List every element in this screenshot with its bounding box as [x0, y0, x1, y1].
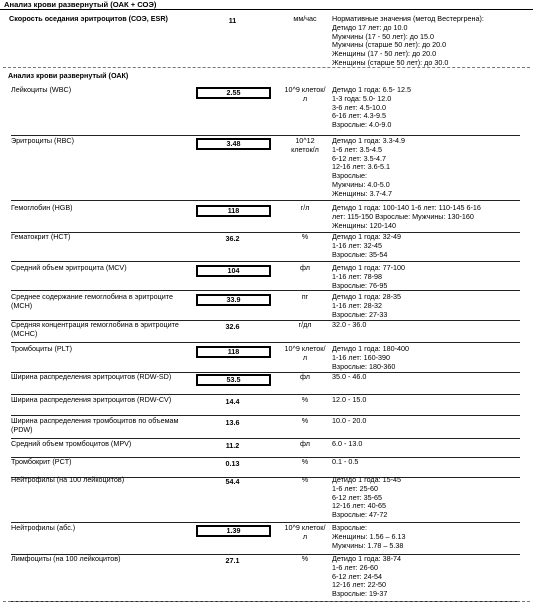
- test-reference-range: [332, 417, 530, 426]
- test-value: 3.48: [196, 138, 271, 150]
- reference-line: Женщины: 3.7-4.7: [332, 188, 392, 198]
- reference-line: 32.0 - 36.0: [332, 320, 367, 329]
- reference-line: Детидо 1 года: 3.3-4.9: [332, 136, 405, 145]
- reference-line: Взрослые: 76-95: [332, 280, 388, 290]
- test-value: 104: [196, 265, 271, 277]
- test-value: 11: [228, 16, 237, 25]
- reference-line: лет: 115-150 Взрослые: Мужчины: 130-160: [332, 211, 474, 221]
- test-reference-range: [332, 373, 530, 382]
- test-unit: мм/час: [293, 14, 317, 23]
- test-name: Эритроциты (RBC): [11, 136, 75, 145]
- reference-line: Детидо 1 года: 15-45: [332, 475, 401, 484]
- test-unit: фл: [300, 372, 310, 381]
- test-name: Средняя концентрация гемоглобина в эритроците (MCHC): [11, 320, 179, 338]
- test-value: 33.9: [196, 294, 271, 306]
- reference-line: 1-6 лет: 26-60: [332, 562, 379, 572]
- reference-line: Мужчины (17 - 50 лет): до 15.0: [332, 31, 434, 41]
- test-name: Ширина распределения тромбоцитов по объемам (PDW): [11, 416, 179, 434]
- reference-line: 12.0 - 15.0: [332, 395, 367, 404]
- reference-line: 6-12 лет: 35-65: [332, 492, 383, 502]
- test-reference-range: [332, 524, 530, 550]
- test-name: Тромбокрит (PCT): [11, 457, 72, 466]
- reference-line: Детидо 1 года: 100-140 1-6 лет: 110-145 6-16: [332, 203, 481, 212]
- reference-line: Нормативные значения (метод Вестергрена):: [332, 14, 484, 23]
- test-value: 54.4: [225, 477, 240, 486]
- reference-line: 6.0 - 13.0: [332, 439, 363, 448]
- test-reference-range: [332, 137, 530, 198]
- test-reference-range: [332, 204, 530, 230]
- reference-line: Детидо 1 года: 77-100: [332, 263, 405, 272]
- reference-line: 1-16 лет: 78-98: [332, 271, 383, 281]
- test-reference-range: [332, 476, 530, 520]
- test-value: 11.2: [225, 441, 240, 450]
- test-name: Тромбоциты (PLT): [11, 344, 72, 353]
- reference-line: 35.0 - 46.0: [332, 372, 367, 381]
- reference-line: 3-6 лет: 4.5-10.0: [332, 102, 386, 112]
- test-unit: %: [301, 232, 309, 241]
- row-divider: [11, 200, 520, 201]
- test-unit: %: [301, 554, 309, 563]
- reference-line: Мужчины: 1.78 – 5.38: [332, 540, 404, 550]
- test-reference-range: [332, 233, 530, 259]
- test-unit: г/л: [300, 203, 310, 212]
- test-name: Скорость оседания эритроцитов (СОЭ, ESR): [9, 14, 168, 23]
- reference-line: 12-16 лет: 3.6-5.1: [332, 162, 390, 172]
- test-name: Нейтрофилы (абс.): [11, 523, 76, 532]
- reference-line: Взрослые: 35-54: [332, 249, 388, 259]
- reference-line: Взрослые: 47-72: [332, 510, 388, 520]
- reference-line: 6-16 лет: 4.3-9.5: [332, 111, 386, 121]
- test-name: Ширина распределения эритроцитов (RDW-SD): [11, 372, 172, 381]
- test-reference-range: [332, 264, 530, 290]
- test-name: Среднее содержание гемоглобина в эритроците (MCH): [11, 292, 174, 310]
- test-unit: фл: [300, 439, 310, 448]
- test-reference-range: [332, 555, 530, 599]
- test-reference-range: [332, 440, 530, 449]
- reference-line: 1-16 лет: 32-45: [332, 240, 383, 250]
- test-reference-range: [332, 86, 530, 130]
- reference-line: Мужчины: 4.0-5.0: [332, 179, 390, 189]
- reference-line: Женщины (17 - 50 лет): до 20.0: [332, 49, 437, 59]
- reference-line: 1-16 лет: 28-32: [332, 300, 383, 310]
- reference-line: Взрослые: 27-33: [332, 309, 388, 319]
- reference-line: Женщины: 120-140: [332, 220, 396, 230]
- test-unit: 10^9 клеток/л: [284, 344, 326, 362]
- test-unit: %: [301, 475, 309, 484]
- section-divider: [3, 67, 530, 68]
- test-value: 36.2: [225, 234, 240, 243]
- reference-line: Взрослые: 180-360: [332, 361, 396, 371]
- reference-line: 1-3 года: 5.0- 12.0: [332, 93, 392, 103]
- test-name: Лимфоциты (на 100 лейкоцитов): [11, 554, 121, 563]
- test-value: 13.6: [225, 418, 240, 427]
- reference-line: Взрослые:: [332, 171, 368, 181]
- reference-line: Детидо 1 года: 38-74: [332, 554, 401, 563]
- reference-line: 10.0 - 20.0: [332, 416, 367, 425]
- row-divider: [11, 290, 520, 291]
- test-unit: %: [301, 457, 309, 466]
- reference-line: 12-16 лет: 22-50: [332, 580, 387, 590]
- test-reference-range: [332, 321, 530, 330]
- reference-line: 1-6 лет: 3.5-4.5: [332, 144, 382, 154]
- test-name: Ширина распределения эритроцитов (RDW-CV): [11, 395, 172, 404]
- test-value: 53.5: [196, 374, 271, 386]
- test-unit: 10^9 клеток/л: [284, 523, 326, 541]
- page-bottom-divider: [3, 601, 530, 602]
- test-value: 32.6: [225, 322, 240, 331]
- test-value: 118: [196, 346, 271, 358]
- reference-line: Взрослые: 19-37: [332, 589, 388, 599]
- reference-line: 0.1 - 0.5: [332, 457, 359, 466]
- test-name: Гематокрит (HCT): [11, 232, 71, 241]
- reference-line: 12-16 лет: 40-65: [332, 501, 387, 511]
- test-value: 1.39: [196, 525, 271, 537]
- reference-line: Детидо 1 года: 180-400: [332, 344, 409, 353]
- reference-line: Взрослые: 4.0-9.0: [332, 120, 392, 130]
- reference-line: Детидо 1 года: 32-49: [332, 232, 401, 241]
- reference-line: 6-12 лет: 24-54: [332, 571, 383, 581]
- test-reference-range: [332, 396, 530, 405]
- reference-line: Женщины: 1.56 – 6.13: [332, 531, 406, 541]
- page-title: Анализ крови развернутый (ОАК + СОЭ): [4, 0, 157, 9]
- test-value: 14.4: [225, 397, 240, 406]
- title-divider: [0, 9, 533, 10]
- test-unit: 10^12 клеток/л: [291, 136, 319, 154]
- test-name: Лейкоциты (WBC): [11, 85, 72, 94]
- row-divider: [11, 522, 520, 523]
- test-reference-range: [332, 293, 530, 319]
- reference-line: Детидо 17 лет: до 10.0: [332, 22, 408, 32]
- test-name: Средний объем тромбоцитов (MPV): [11, 439, 132, 448]
- test-unit: фл: [300, 263, 310, 272]
- section-title: Анализ крови развернутый (ОАК): [8, 71, 129, 80]
- test-unit: %: [301, 395, 309, 404]
- test-value: 118: [196, 205, 271, 217]
- test-unit: %: [301, 416, 309, 425]
- test-reference-range: [332, 458, 530, 467]
- row-divider: [11, 261, 520, 262]
- reference-line: Взрослые:: [332, 523, 368, 532]
- test-name: Нейтрофилы (на 100 лейкоцитов): [11, 475, 125, 484]
- reference-line: Детидо 1 года: 28-35: [332, 292, 401, 301]
- reference-line: 6-12 лет: 3.5-4.7: [332, 153, 386, 163]
- row-divider: [11, 342, 520, 343]
- test-unit: г/дл: [298, 320, 312, 329]
- reference-line: Женщины (старше 50 лет): до 30.0: [332, 57, 449, 67]
- reference-line: 1-16 лет: 160-390: [332, 352, 390, 362]
- test-reference-range: [332, 345, 530, 371]
- row-divider: [11, 135, 520, 136]
- test-value: 27.1: [225, 556, 240, 565]
- test-value: 2.55: [196, 87, 271, 99]
- reference-line: 1-6 лет: 25-60: [332, 483, 379, 493]
- test-unit: пг: [301, 292, 309, 301]
- test-unit: 10^9 клеток/л: [284, 85, 326, 103]
- test-reference-range: [332, 15, 530, 68]
- test-value: 0.13: [225, 459, 240, 468]
- test-name: Средний объем эритроцита (MCV): [11, 263, 127, 272]
- reference-line: Детидо 1 года: 6.5- 12.5: [332, 85, 411, 94]
- reference-line: Мужчины (старше 50 лет): до 20.0: [332, 40, 447, 50]
- test-name: Гемоглобин (HGB): [11, 203, 73, 212]
